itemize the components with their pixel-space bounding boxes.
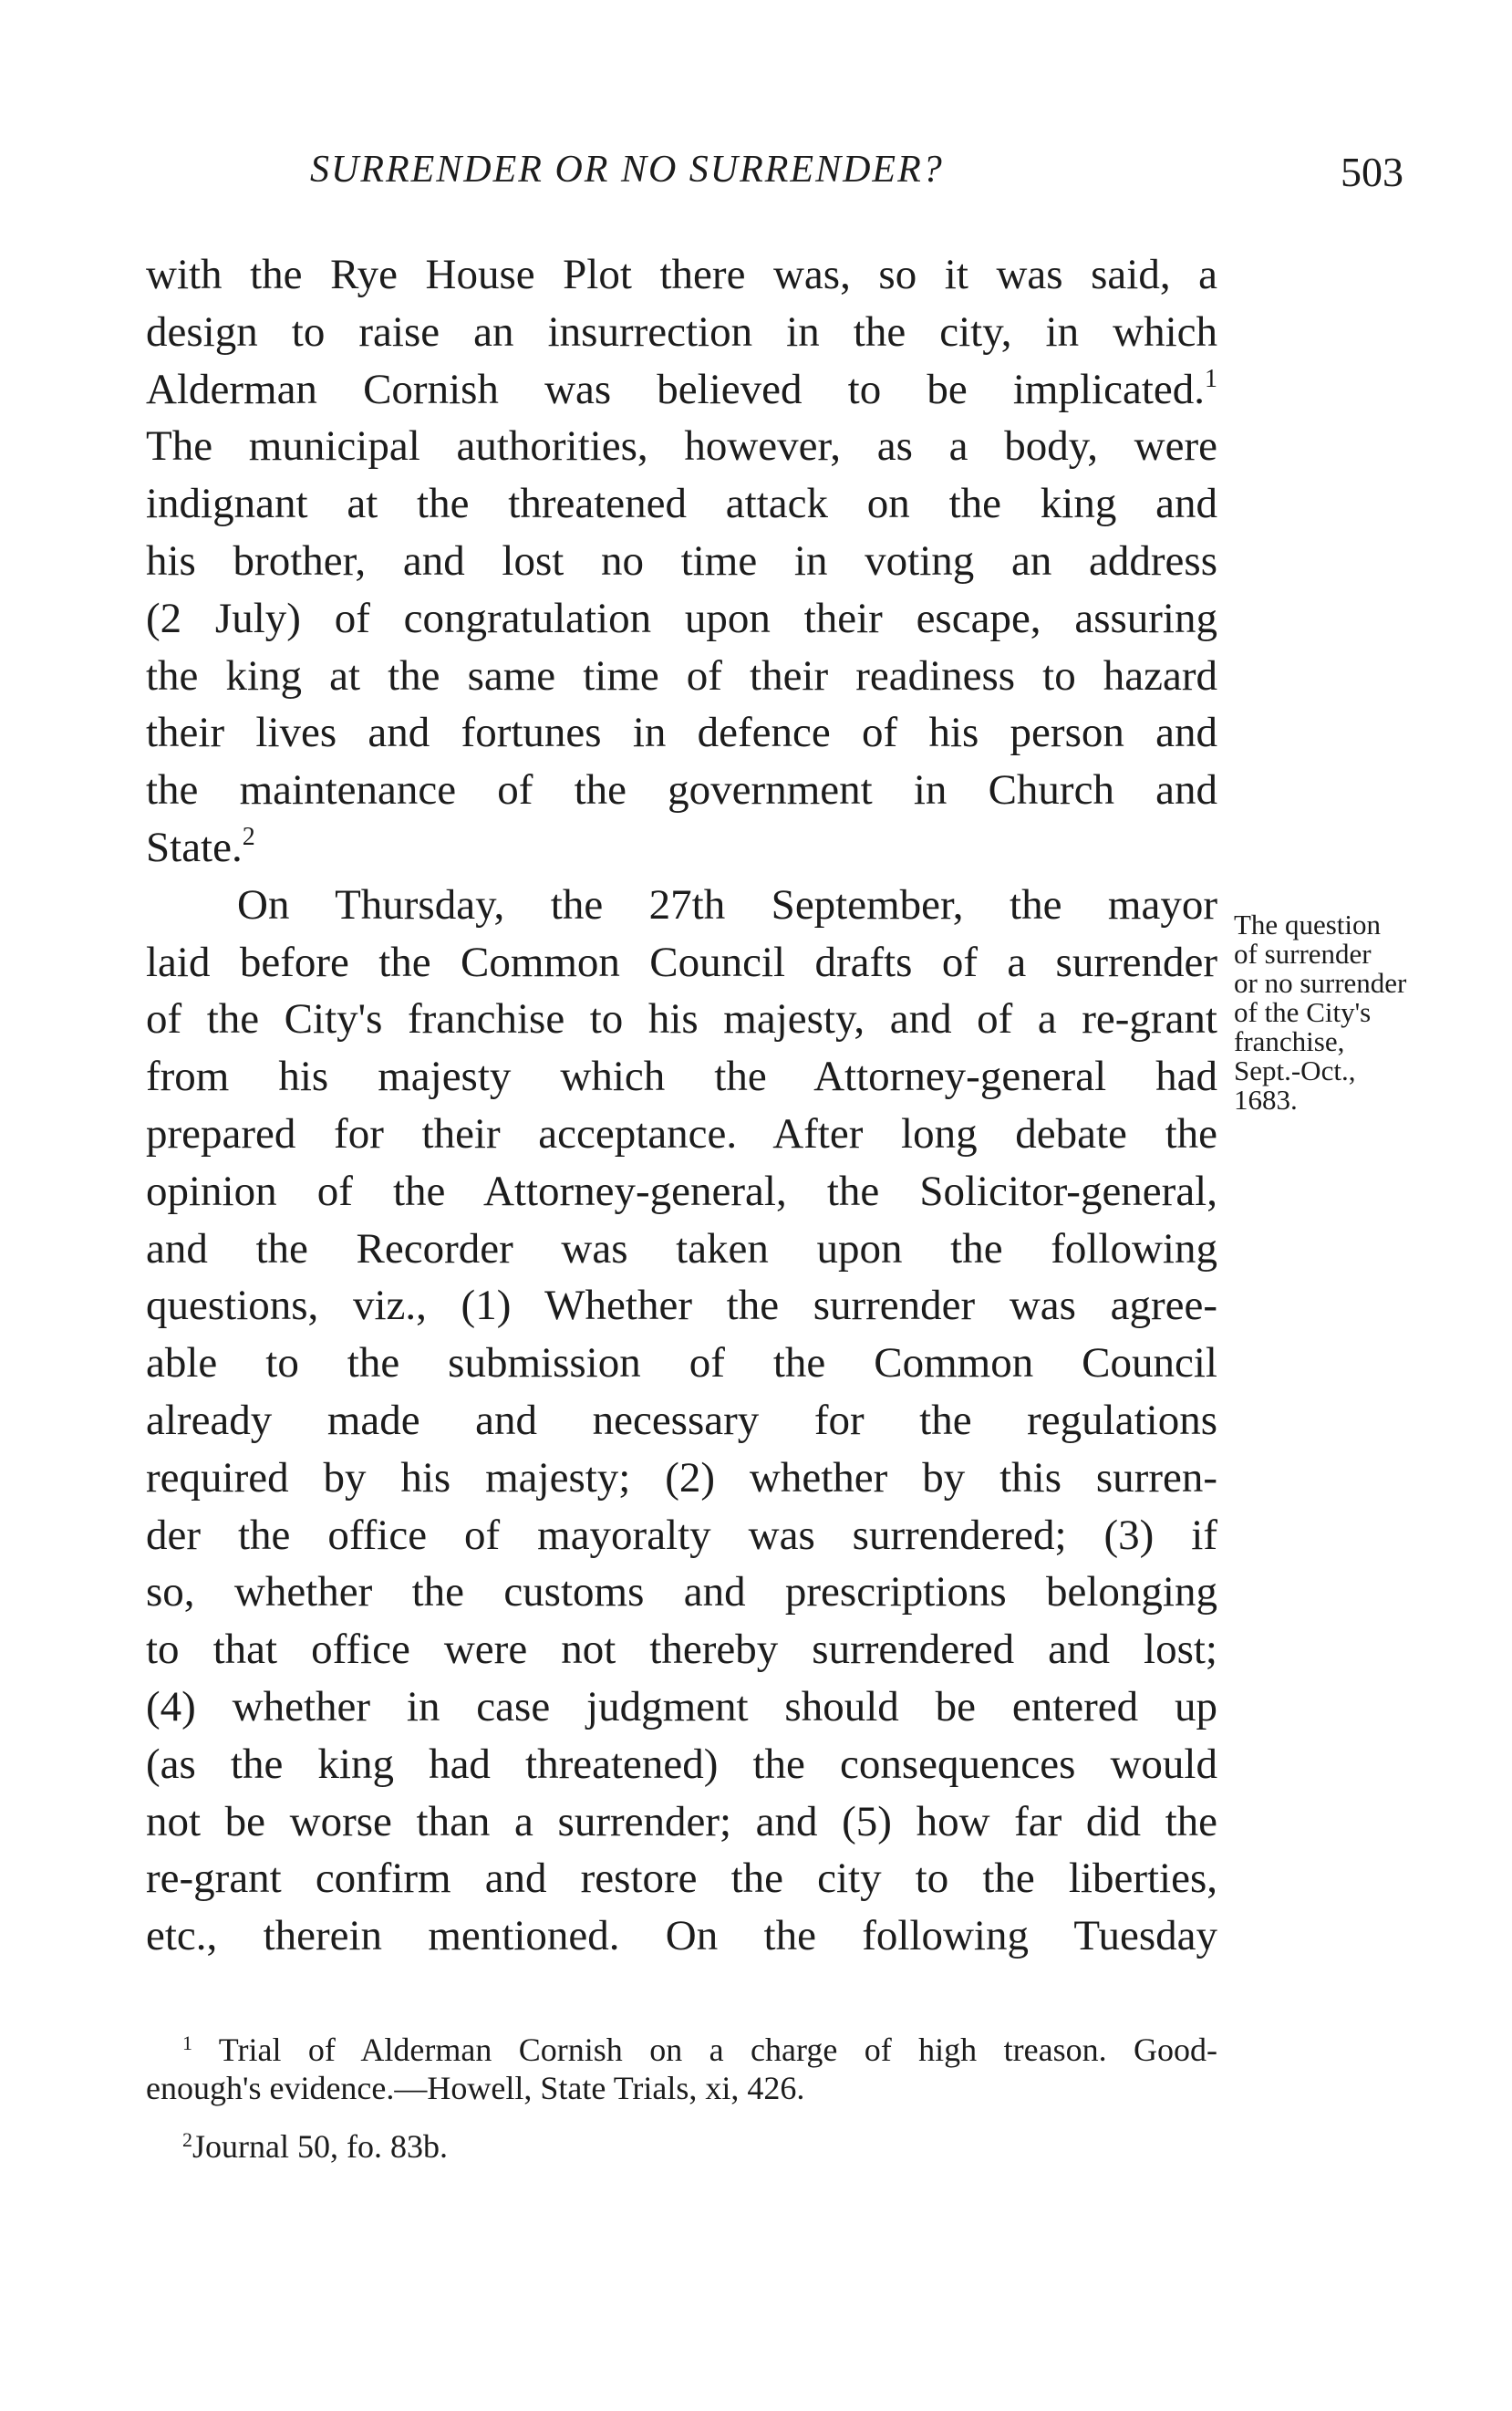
body-line: questions, viz., (1) Whether the surrender was agree- <box>146 1282 1217 1330</box>
body-line: laid before the Common Council drafts of a surrender <box>146 938 1217 986</box>
body-line: able to the submission of the Common Council <box>146 1339 1217 1387</box>
footnote-ref-2: 2 <box>242 822 255 851</box>
body-line: and the Recorder was taken upon the following <box>146 1224 1217 1273</box>
body-line: the king at the same time of their readiness to hazard <box>146 651 1217 700</box>
body-line: already made and necessary for the regulations <box>146 1396 1217 1444</box>
body-text <box>146 246 1217 1965</box>
body-line: etc., therein mentioned. On the following Tuesday <box>146 1912 1217 1960</box>
body-line: opinion of the Attorney-general, the Solicitor-general, <box>146 1167 1217 1215</box>
marginal-note-line: of surrender <box>1234 938 1372 970</box>
page-number: 503 <box>1341 149 1403 195</box>
marginal-note-line: 1683. <box>1234 1084 1298 1116</box>
footnote-1-line: $^1$ Trial of Alderman Cornish on a charge of high treason. Good- <box>182 2032 1217 2068</box>
body-line: der the office of mayoralty was surrendered; (3) if <box>146 1511 1217 1559</box>
marginal-note-line: Sept.-Oct., <box>1234 1055 1356 1086</box>
body-line: not be worse than a surrender; and (5) how far did the <box>146 1797 1217 1845</box>
body-line: On Thursday, the 27th September, the mayor <box>237 880 1217 929</box>
body-line: re-grant confirm and restore the city to the liberties, <box>146 1855 1217 1903</box>
marginal-note-line: The question <box>1234 909 1381 940</box>
running-title: SURRENDER OR NO SURRENDER? <box>310 149 944 191</box>
body-line: his brother, and lost no time in voting an address <box>146 536 1217 585</box>
body-line: design to raise an insurrection in the city, in which <box>146 307 1217 356</box>
body-line: prepared for their acceptance. After long debate the <box>146 1109 1217 1158</box>
body-line: indignant at the threatened attack on the king and <box>146 480 1217 528</box>
body-line: so, whether the customs and prescriptions belonging <box>146 1568 1217 1616</box>
body-line: The municipal authorities, however, as a body, were <box>146 422 1217 471</box>
body-line: State.$^2$ <box>146 822 255 871</box>
body-line: their lives and fortunes in defence of his person and <box>146 709 1217 757</box>
marginal-note-line: or no surrender <box>1234 967 1407 999</box>
body-line: from his majesty which the Attorney-general had <box>146 1053 1217 1101</box>
footnote-marker: 1 <box>182 2032 192 2054</box>
footnotes <box>146 2031 1217 2166</box>
marginal-note-line: of the City's <box>1234 996 1372 1028</box>
body-line: required by his majesty; (2) whether by this surren- <box>146 1453 1217 1502</box>
footnote-1-line: enough's evidence.—Howell, State Trials, xi, 426. <box>146 2070 805 2106</box>
body-line: (as the king had threatened) the consequences would <box>146 1740 1217 1788</box>
body-line: of the City's franchise to his majesty, and of a re-grant <box>146 995 1217 1044</box>
body-line: Alderman Cornish was believed to be implicated.$^1$ <box>146 364 1217 413</box>
body-line: the maintenance of the government in Church and <box>146 766 1217 815</box>
footnote-2-line: $^2$Journal 50, fo. 83b. <box>182 2128 448 2165</box>
body-line: (4) whether in case judgment should be entered up <box>146 1682 1217 1730</box>
body-line: (2 July) of congratulation upon their escape, assuring <box>146 594 1217 642</box>
footnote-ref-1: 1 <box>1205 364 1217 393</box>
footnote-marker: 2 <box>182 2128 192 2151</box>
body-line: with the Rye House Plot there was, so it was said, a <box>146 251 1217 298</box>
body-line: to that office were not thereby surrendered and lost; <box>146 1626 1217 1674</box>
marginal-note <box>1234 910 1444 1115</box>
marginal-note-line: franchise, <box>1234 1025 1345 1057</box>
